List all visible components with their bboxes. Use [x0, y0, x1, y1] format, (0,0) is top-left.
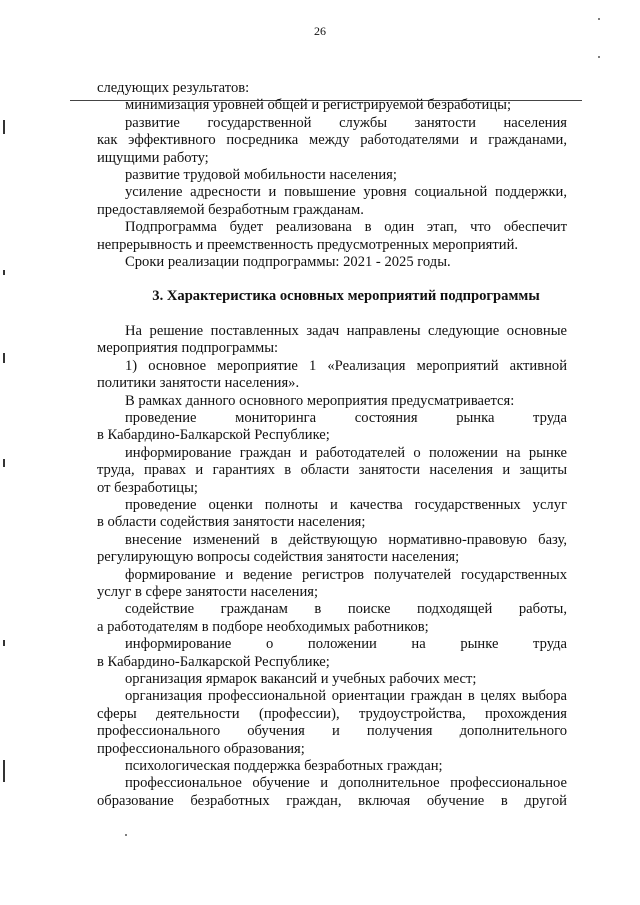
- text-line: профессионального обучения и получения дополнительного: [97, 723, 567, 740]
- text-line: развитие государственной службы занятости населения: [125, 114, 567, 131]
- scan-mark: [3, 760, 5, 782]
- text-line: сферы деятельности (профессии), трудоустройства, прохождения: [97, 705, 567, 722]
- text-line: ищущими работу;: [97, 149, 209, 166]
- paragraph-block-activities: [97, 323, 567, 810]
- text-line: а работодателям в подборе необходимых работников;: [97, 618, 429, 635]
- scan-mark: [3, 459, 5, 467]
- text-line: Подпрограмма будет реализована в один этап, что обеспечит: [125, 219, 567, 236]
- text-line: усиление адресности и повышение уровня социальной поддержки,: [125, 184, 567, 201]
- scan-mark: [3, 640, 5, 646]
- text-line: как эффективного посредника между работодателями и гражданами,: [97, 132, 567, 149]
- text-line: организация ярмарок вакансий и учебных рабочих мест;: [125, 671, 477, 687]
- text-line: услуг в сфере занятости населения;: [97, 583, 319, 600]
- text-line: труда, правах и гарантиях в области занятости населения и защиты: [97, 462, 567, 479]
- text-line: информирование граждан и работодателей о положении на рынке: [125, 444, 567, 461]
- text-line: Сроки реализации подпрограммы: 2021 - 2025 годы.: [125, 254, 451, 271]
- section-heading: 3. Характеристика основных мероприятий подпрограммы: [152, 288, 540, 305]
- text-line: профессиональное обучение и дополнительное профессиональное: [125, 775, 567, 792]
- text-line: На решение поставленных задач направлены следующие основные: [125, 322, 567, 339]
- document-body: [97, 80, 567, 810]
- text-line: политики занятости населения».: [97, 375, 300, 392]
- scan-dot: [598, 56, 600, 58]
- text-line: следующих результатов:: [97, 80, 250, 96]
- text-line: непрерывность и преемственность предусмотренных мероприятий.: [97, 236, 519, 253]
- text-line: организация профессиональной ориентации граждан в целях выбора: [125, 688, 567, 705]
- text-line: 1) основное мероприятие 1 «Реализация мероприятий активной: [125, 357, 567, 374]
- text-line: внесение изменений в действующую нормативно-правовую базу,: [125, 531, 567, 548]
- text-line: минимизация уровней общей и регистрируемой безработицы;: [125, 97, 512, 114]
- text-line: формирование и ведение регистров получателей государственных: [125, 566, 567, 583]
- text-line: развитие трудовой мобильности населения;: [125, 167, 397, 184]
- text-line: регулирующую вопросы содействия занятости населения;: [97, 549, 460, 566]
- text-line: образование безработных граждан, включая обучение в другой: [97, 792, 567, 809]
- text-line: проведение оценки полноты и качества государственных услуг: [125, 496, 567, 513]
- text-line: мероприятия подпрограммы:: [97, 340, 279, 357]
- text-line: в области содействия занятости населения;: [97, 514, 366, 531]
- text-line: В рамках данного основного мероприятия предусматривается:: [125, 392, 515, 409]
- text-line: от безработицы;: [97, 479, 198, 496]
- scan-dot: [125, 834, 127, 836]
- text-line: в Кабардино-Балкарской Республике;: [97, 653, 330, 670]
- text-line: предоставляемой безработным гражданам.: [97, 201, 364, 218]
- text-line: проведение мониторинга состояния рынка труда: [125, 409, 567, 426]
- scan-mark: [3, 120, 5, 134]
- text-line: в Кабардино-Балкарской Республике;: [97, 427, 330, 444]
- text-line: психологическая поддержка безработных граждан;: [125, 758, 443, 775]
- paragraph-block-results: [97, 80, 567, 271]
- text-line: информирование о положении на рынке труда: [125, 636, 567, 653]
- text-line: содействие гражданам в поиске подходящей работы,: [125, 601, 567, 618]
- scan-dot: [598, 18, 600, 20]
- text-line: профессионального образования;: [97, 740, 305, 757]
- scan-mark: [3, 353, 5, 363]
- page-number: 26: [314, 24, 326, 38]
- scan-mark: [3, 270, 5, 275]
